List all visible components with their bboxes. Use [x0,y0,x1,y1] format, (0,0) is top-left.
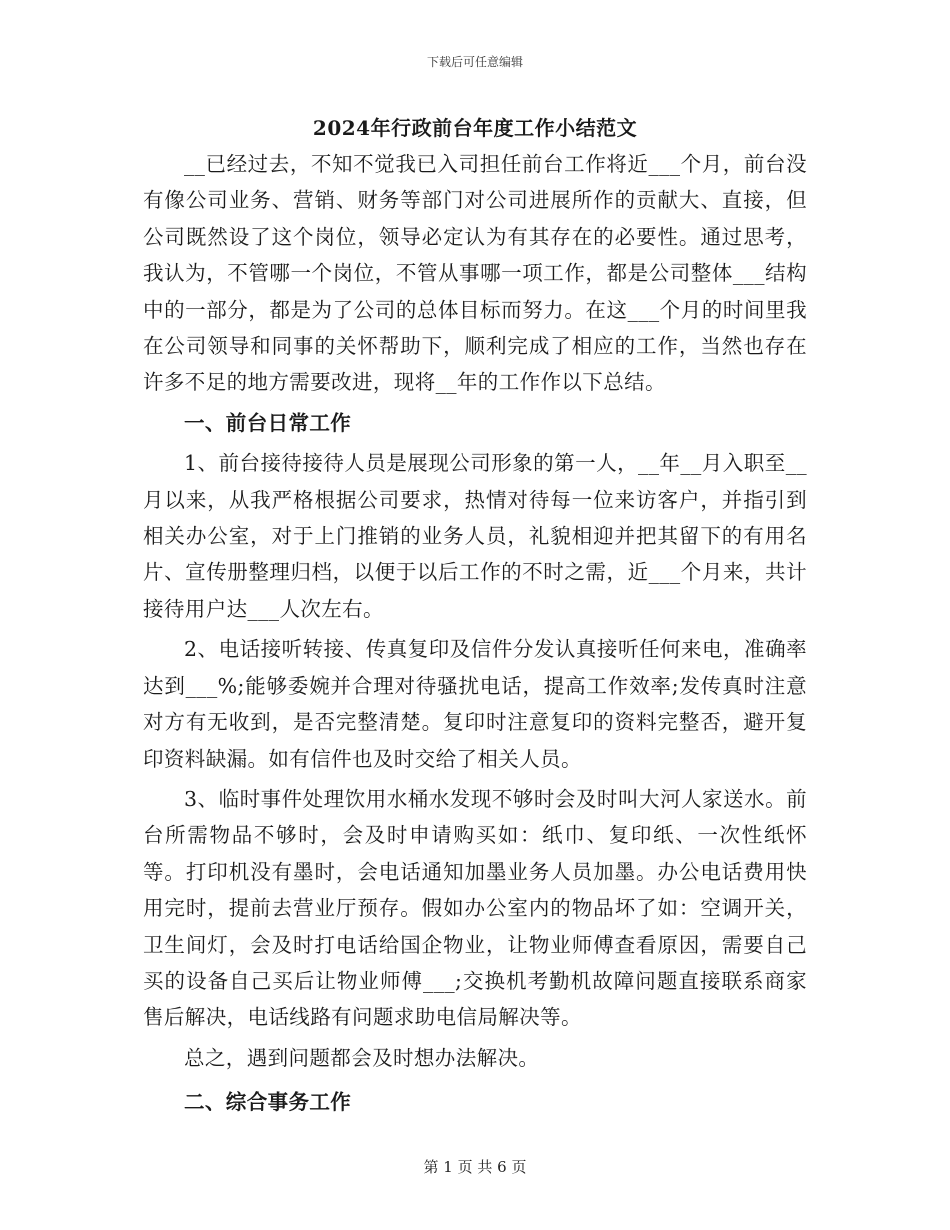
section-heading-1: 一、前台日常工作 [184,410,352,435]
page-header: 下载后可任意编辑 [426,55,523,69]
page-footer: 第 1 页 共 6 页 [423,1158,527,1176]
paragraph-incidents: 3、临时事件处理饮用水桶水发现不够时会及时叫大河人家送水。前台所需物品不够时，会及时申请购买如：纸巾、复印纸、一次性纸怀等。打印机没有墨时，会电话通知加墨业务人员加墨。办公电话费用快用完时，提前去营业厅预存。假如办公室内的物品坏了如：空调开关，卫生间灯，会及时打电话给国企物业，让物业师傅查看原因，需要自己买的设备自己买后让物业师傅___;交换机考勤机故障问题直接联系商家售后解决，电话线路有问题求助电信局解决等。 [143,786,807,1030]
paragraph-reception: 1、前台接待接待人员是展现公司形象的第一人，__年__月入职至__月以来，从我严格根据公司要求，热情对待每一位来访客户，并指引到相关办公室，对于上门推销的业务人员，礼貌相迎并把其留下的有用名片、宣传册整理归档，以便于以后工作的不时之需，近___个月来，共计接待用户达___人次左右。 [143,451,807,621]
section-heading-2: 二、综合事务工作 [184,1090,352,1115]
paragraph-summary: 总之，遇到问题都会及时想办法解决。 [184,1045,540,1070]
intro-paragraph: __已经过去，不知不觉我已入司担任前台工作将近___个月，前台没有像公司业务、营销、财务等部门对公司进展所作的贡献大、直接，但公司既然设了这个岗位，领导必定认为有其存在的必要性。通过思考，我认为，不管哪一个岗位，不管从事哪一项工作，都是公司整体___结构中的一部分，都是为了公司的总体目标而努力。在这___个月的时间里我在公司领导和同事的关怀帮助下，顺利完成了相应的工作，当然也存在许多不足的地方需要改进，现将__年的工作作以下总结。 [143,152,807,395]
document-body [143,110,807,1121]
document-title: 2024年行政前台年度工作小结范文 [312,116,638,140]
paragraph-phone: 2、电话接听转接、传真复印及信件分发认真接听任何来电，准确率达到___%;能够委婉并合理对待骚扰电话，提高工作效率;发传真时注意对方有无收到，是否完整清楚。复印时注意复印的资料完整否，避开复印资料缺漏。如有信件也及时交给了相关人员。 [143,637,807,771]
